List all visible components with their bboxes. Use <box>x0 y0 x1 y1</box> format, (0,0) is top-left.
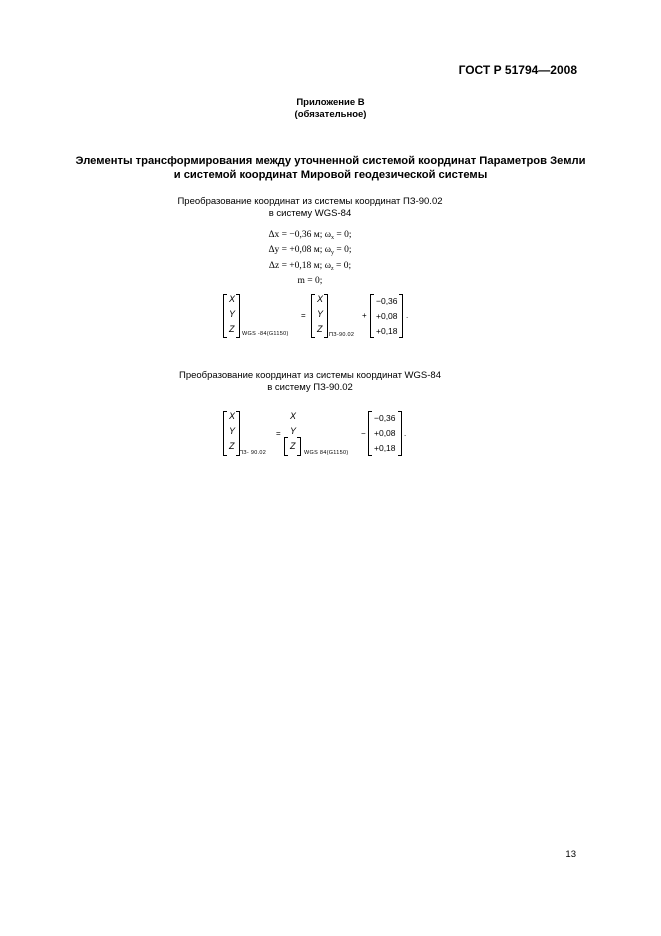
page-number: 13 <box>565 849 576 860</box>
title-line-2: и системой координат Мировой геодезической системы <box>173 169 488 181</box>
section-1-line-2: в систему WGS-84 <box>268 208 352 219</box>
eq2-shift-bracket-close <box>398 411 402 456</box>
section-1-heading <box>100 196 520 220</box>
eq2-right-z: Z <box>290 441 296 451</box>
param-m: m = 0; <box>297 275 323 286</box>
eq1-shift-bracket-open <box>370 294 374 338</box>
eq1-left-bracket-open <box>223 294 227 338</box>
annex-heading <box>0 97 661 121</box>
eq2-shift-bracket-open <box>368 411 372 456</box>
param-dz-tail: = 0; <box>333 260 352 271</box>
param-dy-tail: = 0; <box>334 245 352 256</box>
eq1-equals: = <box>301 311 306 320</box>
section-1-line-1: Преобразование координат из системы координат ПЗ-90.02 <box>177 196 443 207</box>
eq1-right-bracket-open <box>311 294 315 338</box>
param-dy-sub: y <box>331 250 335 257</box>
param-dx-sub: x <box>331 235 335 241</box>
eq1-right-x: X <box>317 294 324 304</box>
eq2-minus: − <box>361 429 366 438</box>
eq2-shift-y: +0,08 <box>374 428 396 438</box>
eq2-left-subscript: ПЗ- 90.02 <box>239 450 267 456</box>
param-dz-sub: z <box>330 265 334 272</box>
eq1-end: . <box>406 311 409 320</box>
eq2-right-subscript: WGS 84(G1150) <box>304 450 349 456</box>
param-dz-text: Δz = +0,18 м; ω <box>268 260 331 271</box>
transformation-parameters <box>200 229 420 287</box>
document-title <box>40 154 621 182</box>
annex-status: (обязательное) <box>294 109 367 120</box>
eq2-shift-x: −0,36 <box>374 413 396 423</box>
param-dx <box>200 229 420 244</box>
eq1-shift-bracket-close <box>399 294 403 338</box>
eq1-left-bracket-close <box>236 294 240 338</box>
eq1-right-y: Y <box>317 309 324 319</box>
param-dy-text: Δy = +0,08 м; ω <box>268 245 332 256</box>
eq2-right-x: X <box>290 411 297 421</box>
section-2-heading <box>100 370 520 394</box>
eq1-shift-y: +0,08 <box>376 311 398 321</box>
eq1-left-z: Z <box>229 324 235 334</box>
eq1-shift-z: +0,18 <box>376 326 398 336</box>
param-dy <box>200 244 420 259</box>
title-line-1: Элементы трансформирования между уточненной системой координат Параметров Земли <box>75 155 586 167</box>
eq2-left-bracket-open <box>223 411 227 456</box>
eq1-left-x: X <box>229 294 236 304</box>
eq2-shift-z: +0,18 <box>374 443 396 453</box>
eq2-left-x: X <box>229 411 236 421</box>
param-dx-tail: = 0; <box>334 230 352 240</box>
param-dx-text: Δx = −0,36 м; ω <box>268 230 332 240</box>
eq2-end: . <box>404 429 407 438</box>
section-2-line-1: Преобразование координат из системы координат WGS-84 <box>179 370 441 381</box>
eq2-equals: = <box>276 429 281 438</box>
eq2-right-bracket-close <box>297 437 301 456</box>
eq1-right-subscript: ПЗ-90.02 <box>329 332 355 338</box>
eq2-left-z: Z <box>229 441 235 451</box>
param-dz <box>200 260 420 275</box>
eq1-left-subscript: WGS -84(G1150) <box>242 331 289 337</box>
annex-label: Приложение В <box>296 97 365 108</box>
standard-header: ГОСТ Р 51794—2008 <box>458 63 577 77</box>
eq2-right-y: Y <box>290 426 297 436</box>
eq1-shift-x: −0,36 <box>376 296 398 306</box>
eq1-left-y: Y <box>229 309 236 319</box>
eq1-right-bracket-close <box>324 294 328 338</box>
eq2-left-y: Y <box>229 426 236 436</box>
eq1-plus: + <box>362 311 367 320</box>
section-2-line-2: в систему ПЗ-90.02 <box>267 382 353 393</box>
eq2-right-bracket-open <box>284 437 288 456</box>
eq1-right-z: Z <box>317 324 323 334</box>
